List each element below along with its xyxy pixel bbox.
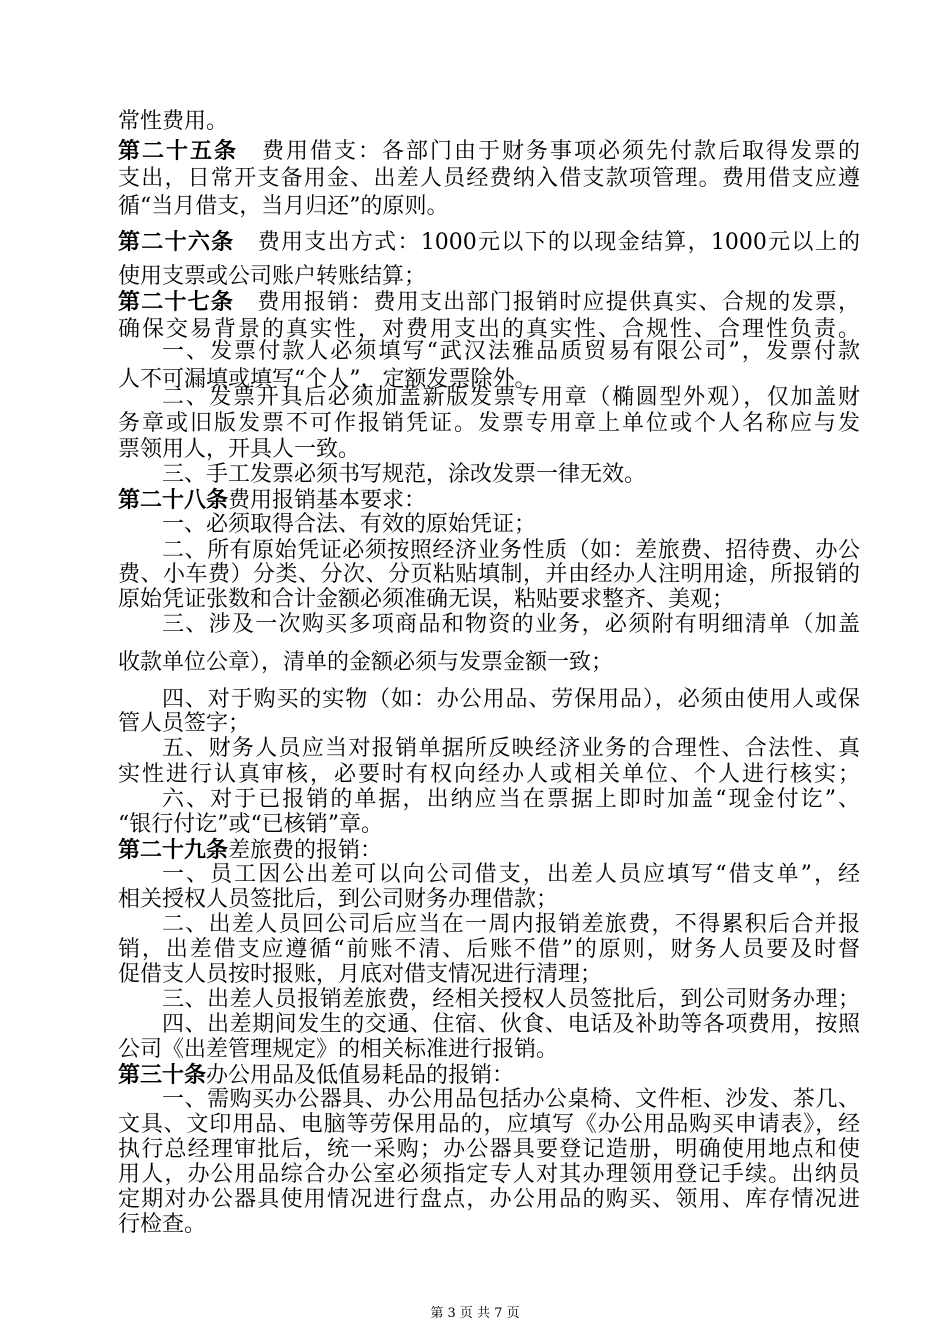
text-line: 务章或旧版发票不可作报销凭证。发票专用章上单位或个人名称应与发 bbox=[118, 411, 860, 436]
text-line: 四、出差期间发生的交通、住宿、伙食、电话及补助等各项费用，按照 bbox=[162, 1012, 860, 1037]
page-number-footer: 第 3 页 共 7 页 bbox=[430, 1306, 520, 1321]
text-line: 票领用人，开具人一致。 bbox=[118, 437, 361, 462]
text-line: 文具、文印用品、电脑等劳保用品的，应填写《办公用品购买申请表》，经 bbox=[118, 1112, 860, 1137]
text-line: 支出，日常开支备用金、出差人员经费纳入借支款项管理。费用借支应遵 bbox=[118, 166, 860, 191]
text-line: 二、所有原始凭证必须按照经济业务性质（如：差旅费、招待费、办公 bbox=[162, 538, 860, 563]
text-line: 确保交易背景的真实性，对费用支出的真实性、合规性、合理性负责。 bbox=[118, 317, 860, 342]
text-line: 用人，办公用品综合办公室必须指定专人对其办理领用登记手续。出纳员 bbox=[118, 1162, 860, 1187]
article-29-line: 第二十九条差旅费的报销： bbox=[118, 837, 383, 863]
text-line: 一、需购买办公器具、办公用品包括办公桌椅、文件柜、沙发、茶几、 bbox=[162, 1087, 860, 1112]
article-25-line: 第二十五条 费用借支：各部门由于财务事项必须先付款后取得发票的 bbox=[118, 138, 860, 164]
text-line: 三、出差人员报销差旅费，经相关授权人员签批后，到公司财务办理； bbox=[162, 987, 860, 1012]
article-27-line: 第二十七条 费用报销：费用支出部门报销时应提供真实、合规的发票， bbox=[118, 289, 860, 315]
text-line: 实性进行认真审核，必要时有权向经办人或相关单位、个人进行核实； bbox=[118, 762, 860, 787]
text-line: 一、必须取得合法、有效的原始凭证； bbox=[162, 512, 537, 537]
text-line: “银行付讫”或“已核销”章。 bbox=[118, 812, 383, 837]
article-28-line: 第二十八条费用报销基本要求： bbox=[118, 487, 427, 513]
text-line: 五、财务人员应当对报销单据所反映经济业务的合理性、合法性、真 bbox=[162, 736, 860, 761]
text-line: 常性费用。 bbox=[118, 109, 229, 134]
text-line: 费、小车费）分类、分次、分页粘贴填制，并由经办人注明用途，所报销的 bbox=[118, 562, 860, 587]
article-30-line: 第三十条办公用品及低值易耗品的报销： bbox=[118, 1062, 515, 1088]
text-line: 公司《出差管理规定》的相关标准进行报销。 bbox=[118, 1037, 559, 1062]
text-line: 定期对办公器具使用情况进行盘点，办公用品的购买、领用、库存情况进 bbox=[118, 1187, 860, 1212]
text-line: 促借支人员按时报账，月底对借支情况进行清理； bbox=[118, 962, 603, 987]
article-heading: 第二十五条 bbox=[118, 138, 238, 164]
article-26-line: 第二十六条 费用支出方式：1000元以下的以现金结算，1000元以上的 bbox=[118, 229, 860, 255]
text-line: 三、涉及一次购买多项商品和物资的业务，必须附有明细清单（加盖 bbox=[162, 612, 860, 637]
text-line: 行检查。 bbox=[118, 1212, 207, 1237]
article-heading: 第二十九条 bbox=[118, 837, 229, 863]
article-heading: 第二十七条 bbox=[118, 289, 235, 315]
article-heading: 第二十八条 bbox=[118, 487, 229, 513]
text-line: 三、手工发票必须书写规范，涂改发票一律无效。 bbox=[162, 462, 647, 487]
text-line: 管人员签字； bbox=[118, 711, 251, 736]
text-line: 收款单位公章），清单的金额必须与发票金额一致； bbox=[118, 650, 614, 675]
text-line: 一、发票付款人必须填写“武汉法雅品质贸易有限公司”，发票付款 bbox=[162, 339, 860, 364]
article-heading: 第三十条 bbox=[118, 1062, 207, 1088]
text-line: 一、员工因公出差可以向公司借支，出差人员应填写“借支单”，经 bbox=[162, 862, 860, 887]
text-line: 二、出差人员回公司后应当在一周内报销差旅费，不得累积后合并报 bbox=[162, 912, 860, 937]
text-line: 二、发票开具后必须加盖新版发票专用章（椭圆型外观），仅加盖财 bbox=[162, 385, 860, 410]
text-line: 人不可漏填或填写“个人”，定额发票除外。 bbox=[118, 367, 537, 392]
text-line: 相关授权人员签批后，到公司财务办理借款； bbox=[118, 887, 559, 912]
text-line: 销，出差借支应遵循“前账不清、后账不借”的原则，财务人员要及时督 bbox=[118, 937, 860, 962]
text-line: 原始凭证张数和合计金额必须准确无误，粘贴要求整齐、美观； bbox=[118, 587, 735, 612]
text-line: 六、对于已报销的单据，出纳应当在票据上即时加盖“现金付讫”、 bbox=[162, 787, 860, 812]
text-line: 四、对于购买的实物（如：办公用品、劳保用品），必须由使用人或保 bbox=[162, 687, 860, 712]
text-line: 循“当月借支，当月归还”的原则。 bbox=[118, 194, 449, 219]
article-heading: 第二十六条 bbox=[118, 229, 235, 255]
text-line: 使用支票或公司账户转账结算； bbox=[118, 264, 427, 289]
text-line: 执行总经理审批后，统一采购；办公器具要登记造册，明确使用地点和使 bbox=[118, 1137, 860, 1162]
